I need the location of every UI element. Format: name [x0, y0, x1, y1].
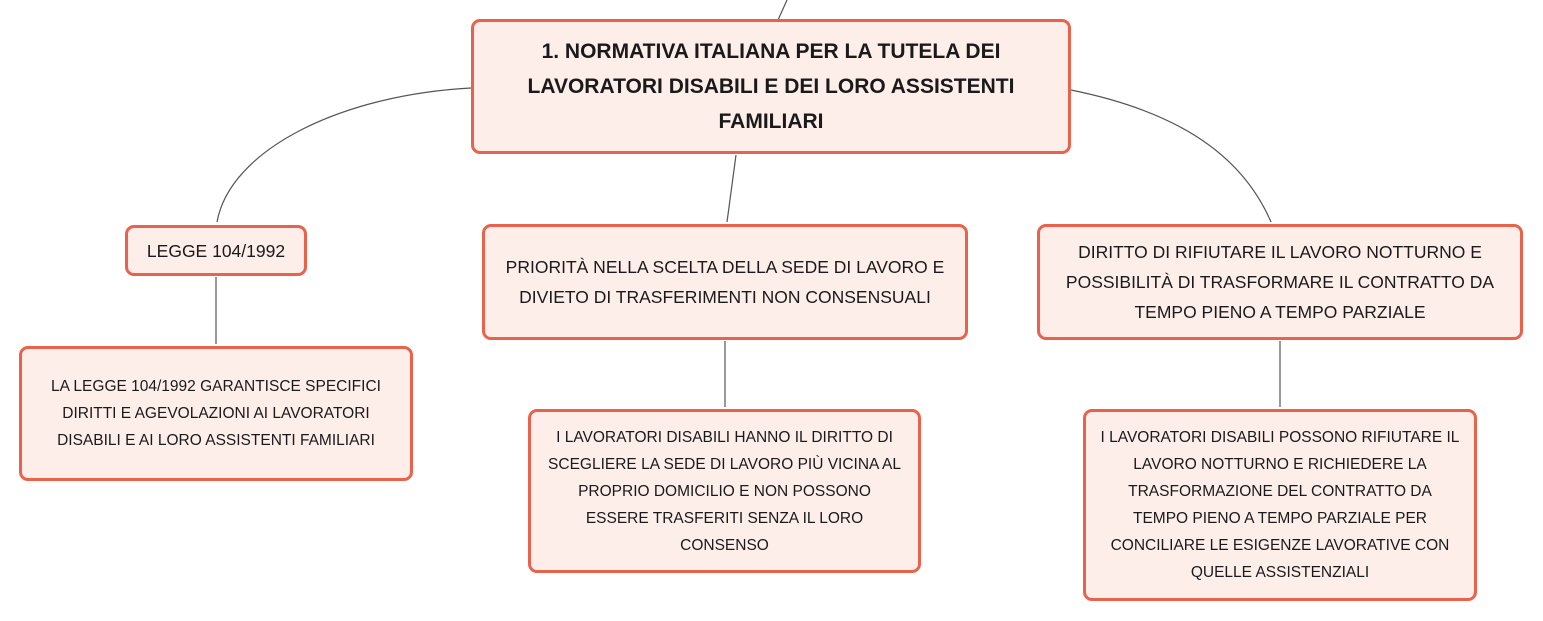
topic-diritto-rifiutare[interactable] — [1037, 224, 1523, 340]
connector-root-priorita — [727, 155, 736, 222]
connector-root-legge — [217, 88, 471, 222]
subtopic-diritto-rifiutare-detail-text: I LAVORATORI DISABILI POSSONO RIFIUTARE IL LAVORO NOTTURNO E RICHIEDERE LA TRASFORMAZIONE DEL CONTRATTO DA TEMPO PIENO A TEMPO PARZIALE PER CONCILIARE LE ESIGENZE LAVORATIVE CON QUELLE ASSISTENZIALI — [1100, 429, 1460, 581]
root-topic-title: 1. NORMATIVA ITALIANA PER LA TUTELA DEI LAVORATORI DISABILI E DEI LORO ASSISTENTI FAMILIARI — [527, 40, 1015, 133]
topic-legge-104[interactable] — [125, 225, 307, 276]
topic-priorita-sede-label: PRIORITÀ NELLA SCELTA DELLA SEDE DI LAVORO E DIVIETO DI TRASFERIMENTI NON CONSENSUALI — [505, 257, 945, 307]
connector-root-diritto — [1071, 90, 1271, 222]
subtopic-priorita-sede-detail-text: I LAVORATORI DISABILI HANNO IL DIRITTO DI SCEGLIERE LA SEDE DI LAVORO PIÙ VICINA AL PROPRIO DOMICILIO E NON POSSONO ESSERE TRASFERITI SENZA IL LORO CONSENSO — [548, 428, 901, 554]
topic-priorita-sede[interactable] — [482, 224, 968, 340]
subtopic-legge-104-detail[interactable] — [19, 346, 413, 481]
topic-diritto-rifiutare-label: DIRITTO DI RIFIUTARE IL LAVORO NOTTURNO E POSSIBILITÀ DI TRASFORMARE IL CONTRATTO DA TEMPO PIENO A TEMPO PARZIALE — [1065, 242, 1495, 322]
subtopic-diritto-rifiutare-detail[interactable] — [1083, 409, 1477, 601]
subtopic-priorita-sede-detail[interactable] — [528, 409, 921, 573]
connector-parent-root — [778, 0, 787, 20]
topic-legge-104-label: LEGGE 104/1992 — [146, 240, 286, 261]
root-topic[interactable] — [471, 19, 1071, 154]
subtopic-legge-104-detail-text: LA LEGGE 104/1992 GARANTISCE SPECIFICI DIRITTI E AGEVOLAZIONI AI LAVORATORI DISABILI E AI LORO ASSISTENTI FAMILIARI — [51, 378, 381, 449]
